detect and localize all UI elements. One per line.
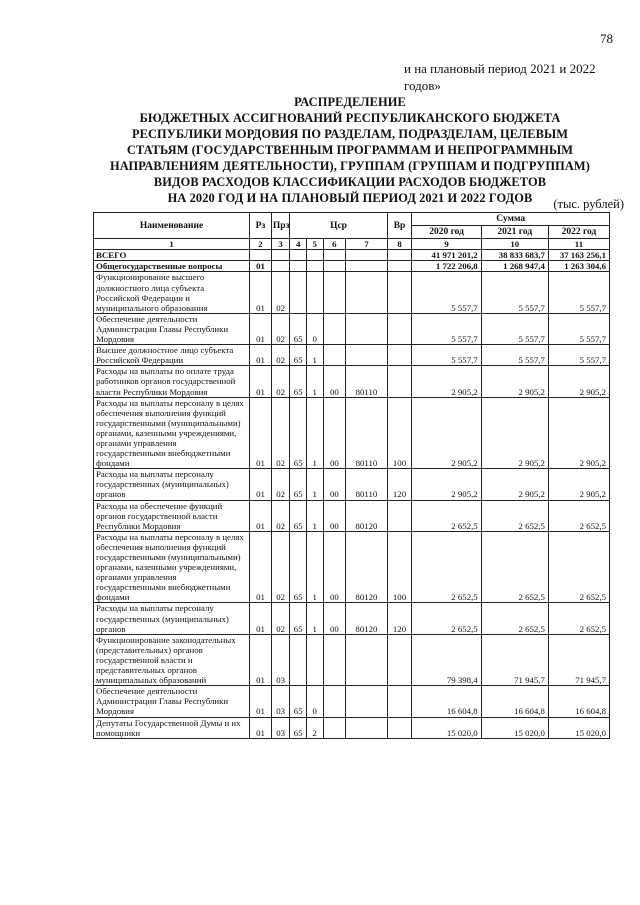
header-2020: 2020 год [412,226,481,239]
row-rz: 01 [250,603,272,634]
row-value-2022: 2 905,2 [548,397,609,469]
header-prz: Прз [271,213,290,239]
row-prz: 03 [271,717,290,738]
row-csr-main [323,634,346,685]
table-row [94,634,610,685]
row-csr-direction [346,634,387,685]
row-rz: 01 [250,717,272,738]
row-csr-subprogram: 1 [306,345,323,366]
row-rz: 01 [250,634,272,685]
row-csr-direction: 80120 [346,603,387,634]
row-csr-main [323,717,346,738]
column-number: 6 [323,239,346,250]
row-prz [271,261,290,272]
row-prz: 02 [271,313,290,344]
row-value-2022: 5 557,7 [548,345,609,366]
row-csr-main: 00 [323,603,346,634]
row-prz: 02 [271,603,290,634]
row-csr-program: 65 [290,313,307,344]
row-rz: 01 [250,261,272,272]
row-rz: 01 [250,345,272,366]
table-row [94,469,610,500]
row-csr-subprogram: 1 [306,366,323,397]
row-name: Депутаты Государственной Думы и их помощники [94,717,250,738]
table-row [94,500,610,531]
column-numbers-row [94,239,610,250]
row-vr [387,634,412,685]
row-csr-program: 65 [290,717,307,738]
row-csr-direction: 80110 [346,397,387,469]
row-rz: 01 [250,531,272,603]
table-row [94,250,610,261]
row-name: Расходы на выплаты персоналу в целях обеспечения выполнения функций государственными (муниципальными) органами, казенными учреждениями, органами управления государственными внебюджетными фондами [94,397,250,469]
row-rz: 01 [250,272,272,313]
row-vr [387,717,412,738]
title-line: ВИДОВ РАСХОДОВ КЛАССИФИКАЦИИ РАСХОДОВ БЮДЖЕТОВ [153,175,547,189]
row-csr-program: 65 [290,686,307,717]
row-csr-subprogram [306,272,323,313]
row-csr-program [290,272,307,313]
row-csr-direction [346,250,387,261]
row-csr-direction: 80110 [346,469,387,500]
row-csr-main [323,686,346,717]
row-csr-program [290,261,307,272]
column-number: 4 [290,239,307,250]
row-csr-main [323,313,346,344]
row-vr [387,313,412,344]
units-label: (тыс. рублей) [553,197,624,211]
row-prz [271,250,290,261]
row-csr-program: 65 [290,531,307,603]
row-vr [387,272,412,313]
row-csr-program: 65 [290,345,307,366]
row-value-2022: 1 263 304,6 [548,261,609,272]
row-value-2020: 2 905,2 [412,397,481,469]
document-title [70,94,630,206]
row-value-2022: 5 557,7 [548,272,609,313]
column-number: 3 [271,239,290,250]
row-vr: 120 [387,469,412,500]
row-vr: 100 [387,531,412,603]
row-name: Расходы на выплаты персоналу в целях обеспечения выполнения функций государственными (муниципальными) органами, казенными учреждениями, органами управления государственными внебюджетными фондами [94,531,250,603]
table-row [94,531,610,603]
header-2022: 2022 год [548,226,609,239]
row-csr-program: 65 [290,397,307,469]
column-number: 8 [387,239,412,250]
row-csr-main [323,272,346,313]
row-csr-main: 00 [323,500,346,531]
row-vr [387,250,412,261]
row-value-2020: 5 557,7 [412,272,481,313]
row-vr: 100 [387,397,412,469]
row-csr-subprogram [306,250,323,261]
row-name: Расходы на обеспечение функций органов государственной власти Республики Мордовия [94,500,250,531]
row-value-2021: 2 905,2 [481,469,548,500]
column-number: 10 [481,239,548,250]
row-rz [250,250,272,261]
row-value-2022: 37 163 256,1 [548,250,609,261]
row-name: Обеспечение деятельности Администрации Главы Республики Мордовия [94,313,250,344]
row-prz: 02 [271,397,290,469]
table-row [94,313,610,344]
column-number: 2 [250,239,272,250]
header-sum: Сумма [412,213,610,226]
header-csr: Цср [290,213,387,239]
table-header-row [94,213,610,226]
table-row [94,686,610,717]
row-prz: 02 [271,366,290,397]
row-value-2021: 71 945,7 [481,634,548,685]
row-value-2020: 16 604,8 [412,686,481,717]
row-vr [387,261,412,272]
row-value-2020: 2 652,5 [412,531,481,603]
title-line: СТАТЬЯМ (ГОСУДАРСТВЕННЫМ ПРОГРАММАМ И НЕПРОГРАММНЫМ [126,143,574,157]
row-csr-direction [346,345,387,366]
row-csr-subprogram: 1 [306,531,323,603]
row-csr-main [323,261,346,272]
row-value-2021: 2 905,2 [481,397,548,469]
row-csr-direction [346,313,387,344]
row-value-2021: 1 268 947,4 [481,261,548,272]
row-prz: 02 [271,500,290,531]
row-value-2021: 2 652,5 [481,531,548,603]
title-line: РЕСПУБЛИКИ МОРДОВИЯ ПО РАЗДЕЛАМ, ПОДРАЗДЕЛАМ, ЦЕЛЕВЫМ [131,127,569,141]
row-csr-program: 65 [290,469,307,500]
row-csr-subprogram: 1 [306,469,323,500]
table-row [94,345,610,366]
row-value-2022: 2 905,2 [548,366,609,397]
row-name: Функционирование высшего должностного лица субъекта Российской Федерации и муниципального образования [94,272,250,313]
row-value-2022: 5 557,7 [548,313,609,344]
row-csr-main: 00 [323,531,346,603]
row-vr [387,345,412,366]
annex-text: и на плановый период 2021 и 2022 годов» [404,61,596,93]
header-vr: Вр [387,213,412,239]
title-line: РАСПРЕДЕЛЕНИЕ [294,95,406,109]
row-csr-subprogram [306,634,323,685]
row-rz: 01 [250,469,272,500]
row-value-2020: 2 905,2 [412,366,481,397]
row-name: Расходы на выплаты персоналу государственных (муниципальных) органов [94,603,250,634]
row-value-2021: 38 833 683,7 [481,250,548,261]
row-csr-main [323,250,346,261]
row-vr [387,686,412,717]
row-value-2022: 2 652,5 [548,531,609,603]
row-value-2021: 2 905,2 [481,366,548,397]
row-value-2022: 2 652,5 [548,603,609,634]
row-value-2020: 2 905,2 [412,469,481,500]
row-rz: 01 [250,500,272,531]
budget-table [93,212,610,739]
header-name: Наименование [94,213,250,239]
column-number: 1 [94,239,250,250]
title-line: БЮДЖЕТНЫХ АССИГНОВАНИЙ РЕСПУБЛИКАНСКОГО БЮДЖЕТА [139,111,561,125]
row-value-2020: 79 398,4 [412,634,481,685]
row-value-2022: 2 905,2 [548,469,609,500]
row-csr-program: 65 [290,603,307,634]
row-name: ВСЕГО [94,250,250,261]
table-row [94,717,610,738]
row-value-2020: 15 020,0 [412,717,481,738]
row-value-2021: 2 652,5 [481,500,548,531]
row-value-2020: 5 557,7 [412,345,481,366]
row-csr-program [290,634,307,685]
column-number: 9 [412,239,481,250]
row-csr-subprogram: 0 [306,313,323,344]
row-value-2022: 15 020,0 [548,717,609,738]
table-row [94,397,610,469]
row-name: Функционирование законодательных (представительных) органов государственной власти и представительных органов муниципальных образований [94,634,250,685]
row-value-2020: 2 652,5 [412,603,481,634]
row-name: Расходы на выплаты персоналу государственных (муниципальных) органов [94,469,250,500]
row-csr-subprogram [306,261,323,272]
row-prz: 02 [271,531,290,603]
row-csr-subprogram: 1 [306,397,323,469]
row-rz: 01 [250,397,272,469]
column-number: 5 [306,239,323,250]
page-number: 78 [600,31,613,46]
row-value-2022: 16 604,8 [548,686,609,717]
row-rz: 01 [250,366,272,397]
row-name: Высшее должностное лицо субъекта Российской Федерации [94,345,250,366]
row-csr-program: 65 [290,366,307,397]
row-prz: 03 [271,634,290,685]
row-value-2021: 2 652,5 [481,603,548,634]
row-prz: 02 [271,469,290,500]
row-csr-direction: 80120 [346,500,387,531]
table-row [94,261,610,272]
row-csr-main: 00 [323,366,346,397]
row-value-2020: 5 557,7 [412,313,481,344]
row-vr [387,366,412,397]
row-prz: 03 [271,686,290,717]
row-rz: 01 [250,313,272,344]
row-vr [387,500,412,531]
row-csr-subprogram: 0 [306,686,323,717]
row-csr-program: 65 [290,500,307,531]
table-row [94,603,610,634]
row-csr-direction: 80110 [346,366,387,397]
row-value-2020: 2 652,5 [412,500,481,531]
row-csr-direction [346,261,387,272]
row-value-2021: 5 557,7 [481,313,548,344]
table-row [94,366,610,397]
row-value-2021: 5 557,7 [481,272,548,313]
row-csr-subprogram: 1 [306,603,323,634]
row-csr-direction [346,717,387,738]
column-number: 11 [548,239,609,250]
row-csr-subprogram: 2 [306,717,323,738]
row-value-2021: 5 557,7 [481,345,548,366]
row-csr-direction [346,272,387,313]
row-csr-program [290,250,307,261]
row-csr-main [323,345,346,366]
row-vr: 120 [387,603,412,634]
row-value-2020: 41 971 201,2 [412,250,481,261]
table-row [94,272,610,313]
row-csr-subprogram: 1 [306,500,323,531]
row-csr-main: 00 [323,469,346,500]
row-value-2021: 15 020,0 [481,717,548,738]
title-line: НА 2020 ГОД И НА ПЛАНОВЫЙ ПЕРИОД 2021 И 2022 ГОДОВ [167,191,533,205]
row-value-2020: 1 722 206,8 [412,261,481,272]
title-line: НАПРАВЛЕНИЯМ ДЕЯТЕЛЬНОСТИ), ГРУППАМ (ГРУППАМ И ПОДГРУППАМ) [110,159,590,173]
row-name: Общегосударственные вопросы [94,261,250,272]
row-rz: 01 [250,686,272,717]
row-csr-main: 00 [323,397,346,469]
row-value-2022: 2 652,5 [548,500,609,531]
row-value-2022: 71 945,7 [548,634,609,685]
row-prz: 02 [271,272,290,313]
row-name: Обеспечение деятельности Администрации Главы Республики Мордовия [94,686,250,717]
column-number: 7 [346,239,387,250]
row-value-2021: 16 604,8 [481,686,548,717]
row-csr-direction: 80120 [346,531,387,603]
row-csr-direction [346,686,387,717]
row-prz: 02 [271,345,290,366]
header-rz: Рз [250,213,272,239]
row-name: Расходы на выплаты по оплате труда работников органов государственной власти Республики Мордовия [94,366,250,397]
header-2021: 2021 год [481,226,548,239]
